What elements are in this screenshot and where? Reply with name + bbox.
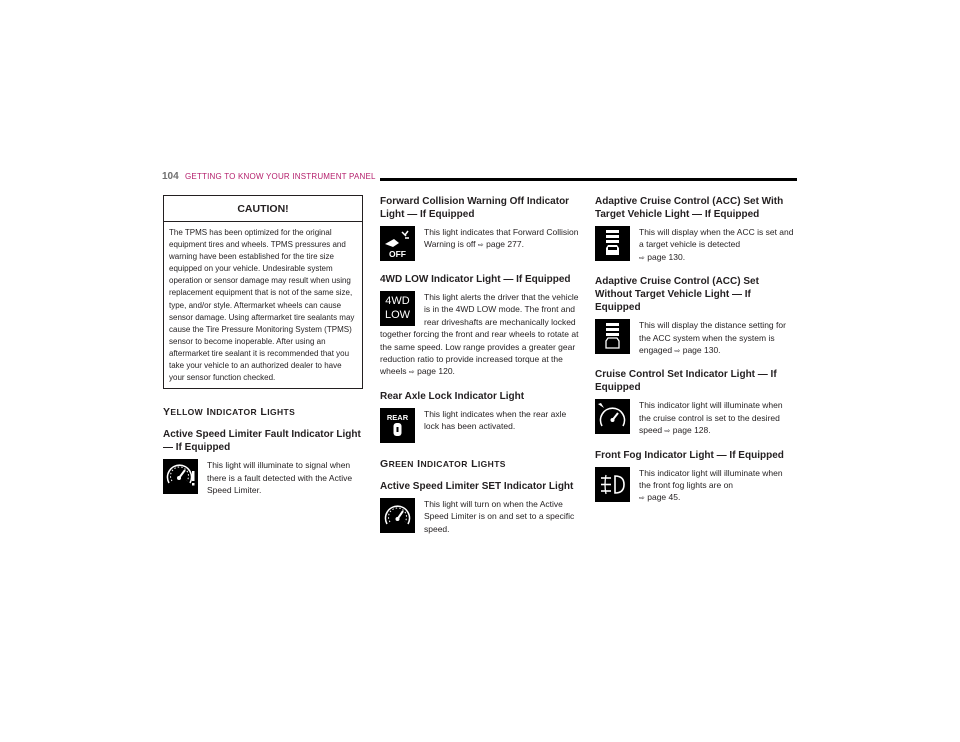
front-fog-icon [595, 467, 630, 502]
acc-no-target-icon [595, 319, 630, 354]
item-title: Active Speed Limiter Fault Indicator Light — If Equipped [163, 429, 361, 454]
page-ref[interactable]: page 130. [647, 251, 686, 262]
item-title: 4WD LOW Indicator Light — If Equipped [380, 274, 571, 285]
item-title: Rear Axle Lock Indicator Light [380, 390, 525, 402]
item-text: This indicator light will illuminate when the cruise control is set to the desired speed [639, 400, 783, 436]
page-number: 104 [162, 171, 179, 182]
item-title: Adaptive Cruise Control (ACC) Set With Target Vehicle Light — If Equipped [595, 196, 784, 220]
item-title: Cruise Control Set Indicator Light — If Equipped [595, 369, 777, 394]
item-title: Active Speed Limiter SET Indicator Light [380, 480, 574, 492]
rear-axle-lock-item [380, 390, 580, 445]
item-title: Adaptive Cruise Control (ACC) Set Without Target Vehicle Light — If Equipped [595, 276, 759, 314]
speed-limiter-set-icon [380, 498, 415, 533]
4wd-low-item [380, 273, 580, 380]
item-text: This light indicates that Forward Collision Warning is off [424, 227, 579, 250]
acc-no-target-item [595, 275, 795, 358]
acc-target-item [595, 195, 795, 265]
page-header [162, 171, 797, 185]
column-1 [163, 195, 363, 496]
item-text: This will display when the ACC is set and a target vehicle is detected [639, 227, 794, 250]
item-text: This indicator light will illuminate when the front fog lights are on [639, 467, 783, 491]
page-ref-arrow: ⇨ [639, 254, 645, 262]
item-text: This light alerts the driver that the vehicle is in the 4WD LOW mode. The front and rear driveshafts are mechanically locked together forcing the front and rear wheels to rotate at the same speed. Low range provides a greater gear reduction ratio to provide increased torque at the wheels [380, 292, 579, 377]
caution-title: CAUTION! [164, 196, 362, 222]
page-ref-arrow: ⇨ [408, 369, 415, 377]
page-ref-arrow: ⇨ [639, 495, 645, 503]
4wd-low-icon: 4WD LOW [380, 291, 415, 326]
column-2 [380, 195, 580, 535]
speed-limiter-fault-item [163, 428, 363, 496]
green-section-title: GREEN INDICATOR LIGHTS [380, 457, 506, 470]
page-ref[interactable]: page 120. [417, 366, 455, 377]
item-text: This light will turn on when the Active Speed Limiter is on and set to a specific speed. [424, 498, 575, 534]
page-ref[interactable]: page 277. [486, 239, 524, 250]
caution-text: The TPMS has been optimized for the original equipment tires and wheels. TPMS pressures and warning have been established for the tire size equipped on your vehicle. Undesirable system operation or sensor damage may result when using replacement equipment that is not of the same size, type, and/or style. Aftermarket wheels can cause sensor damage. Using aftermarket tire sealants may cause the Tire Pressure Monitoring System (TPMS) sensor to become inoperable. After using an aftermarket tire sealant it is recommended that you take your vehicle to an authorized dealer to have your sensor function checked. [169, 228, 355, 383]
header-rule [380, 178, 797, 181]
page-ref[interactable]: page 130. [682, 345, 721, 356]
page-ref-arrow: ⇨ [674, 348, 681, 356]
speed-limiter-set-item [380, 480, 580, 535]
item-text: This will display the distance setting for the ACC system when the system is engaged [639, 320, 786, 356]
cruise-control-set-icon [595, 399, 630, 434]
page-ref[interactable]: page 128. [672, 425, 711, 436]
item-title: Forward Collision Warning Off Indicator Light — If Equipped [380, 196, 570, 220]
rear-axle-lock-icon: REAR [380, 408, 415, 443]
forward-collision-off-item [380, 195, 580, 263]
acc-target-vehicle-icon [595, 226, 630, 261]
forward-collision-off-icon: OFF [380, 226, 415, 261]
cruise-control-set-item [595, 368, 795, 438]
item-text: This light will illuminate to signal when there is a fault detected with the Active Speed Limiter. [207, 460, 353, 496]
caution-box [163, 195, 363, 389]
front-fog-item [595, 449, 795, 506]
item-text: This light indicates when the rear axle lock has been activated. [424, 408, 567, 432]
running-title: GETTING TO KNOW YOUR INSTRUMENT PANEL [185, 172, 376, 181]
page-ref-arrow: ⇨ [477, 242, 484, 250]
page-ref-arrow: ⇨ [664, 428, 671, 436]
item-title: Front Fog Indicator Light — If Equipped [595, 449, 784, 461]
page-ref[interactable]: page 45. [647, 492, 681, 503]
yellow-section-title: YELLOW INDICATOR LIGHTS [163, 406, 296, 419]
speed-limiter-fault-icon [163, 459, 198, 494]
column-3 [595, 195, 795, 506]
